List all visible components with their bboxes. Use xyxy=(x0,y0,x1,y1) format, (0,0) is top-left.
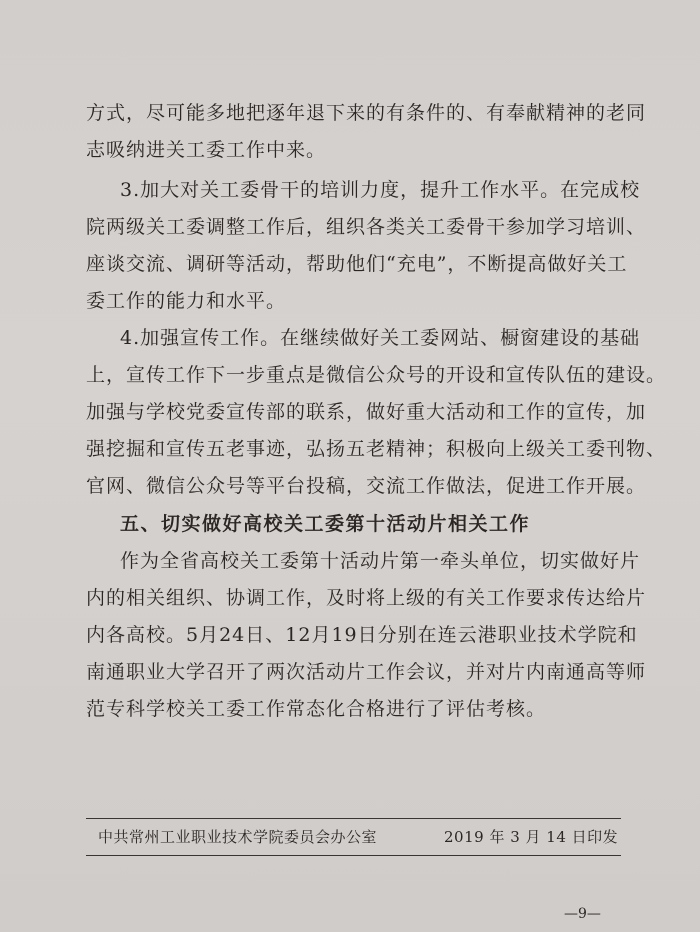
paragraph-line: 内各高校。5月24日、12月19日分别在连云港职业技术学院和 xyxy=(86,624,638,646)
paragraph-line: 强挖掘和宣传五老事迹，弘扬五老精神；积极向上级关工委刊物、 xyxy=(86,438,667,460)
paragraph-line: 方式，尽可能多地把逐年退下来的有条件的、有奉献精神的老同 xyxy=(86,102,647,124)
paragraph-line: 范专科学校关工委工作常态化合格进行了评估考核。 xyxy=(86,698,547,720)
footer-bottom-rule xyxy=(86,855,621,856)
footer-date: 2019 年 3 月 14 日印发 xyxy=(444,828,619,846)
paragraph-line: 3.加大对关工委骨干的培训力度，提升工作水平。在完成校 xyxy=(120,179,641,201)
page-number: —9— xyxy=(564,906,601,922)
paragraph-line: 作为全省高校关工委第十活动片第一牵头单位，切实做好片 xyxy=(120,550,641,572)
paragraph-line: 委工作的能力和水平。 xyxy=(86,290,287,312)
footer-top-rule xyxy=(86,818,621,819)
paragraph-line: 志吸纳进关工委工作中来。 xyxy=(86,139,327,161)
paragraph-line: 南通职业大学召开了两次活动片工作会议，并对片内南通高等师 xyxy=(86,661,647,683)
paragraph-line: 院两级关工委调整工作后，组织各类关工委骨干参加学习培训、 xyxy=(86,216,647,238)
paragraph-line: 座谈交流、调研等活动，帮助他们“充电”，不断提高做好关工 xyxy=(86,253,628,275)
paragraph-line: 内的相关组织、协调工作，及时将上级的有关工作要求传达给片 xyxy=(86,587,647,609)
footer-issuer: 中共常州工业职业技术学院委员会办公室 xyxy=(98,828,378,846)
section-heading: 五、切实做好高校关工委第十活动片相关工作 xyxy=(120,513,531,535)
paragraph-line: 加强与学校党委宣传部的联系，做好重大活动和工作的宣传，加 xyxy=(86,401,647,423)
paragraph-line: 4.加强宣传工作。在继续做好关工委网站、橱窗建设的基础 xyxy=(120,327,641,349)
paragraph-line: 官网、微信公众号等平台投稿，交流工作做法，促进工作开展。 xyxy=(86,475,647,497)
paragraph-line: 上，宣传工作下一步重点是微信公众号的开设和宣传队伍的建设。 xyxy=(86,364,667,386)
